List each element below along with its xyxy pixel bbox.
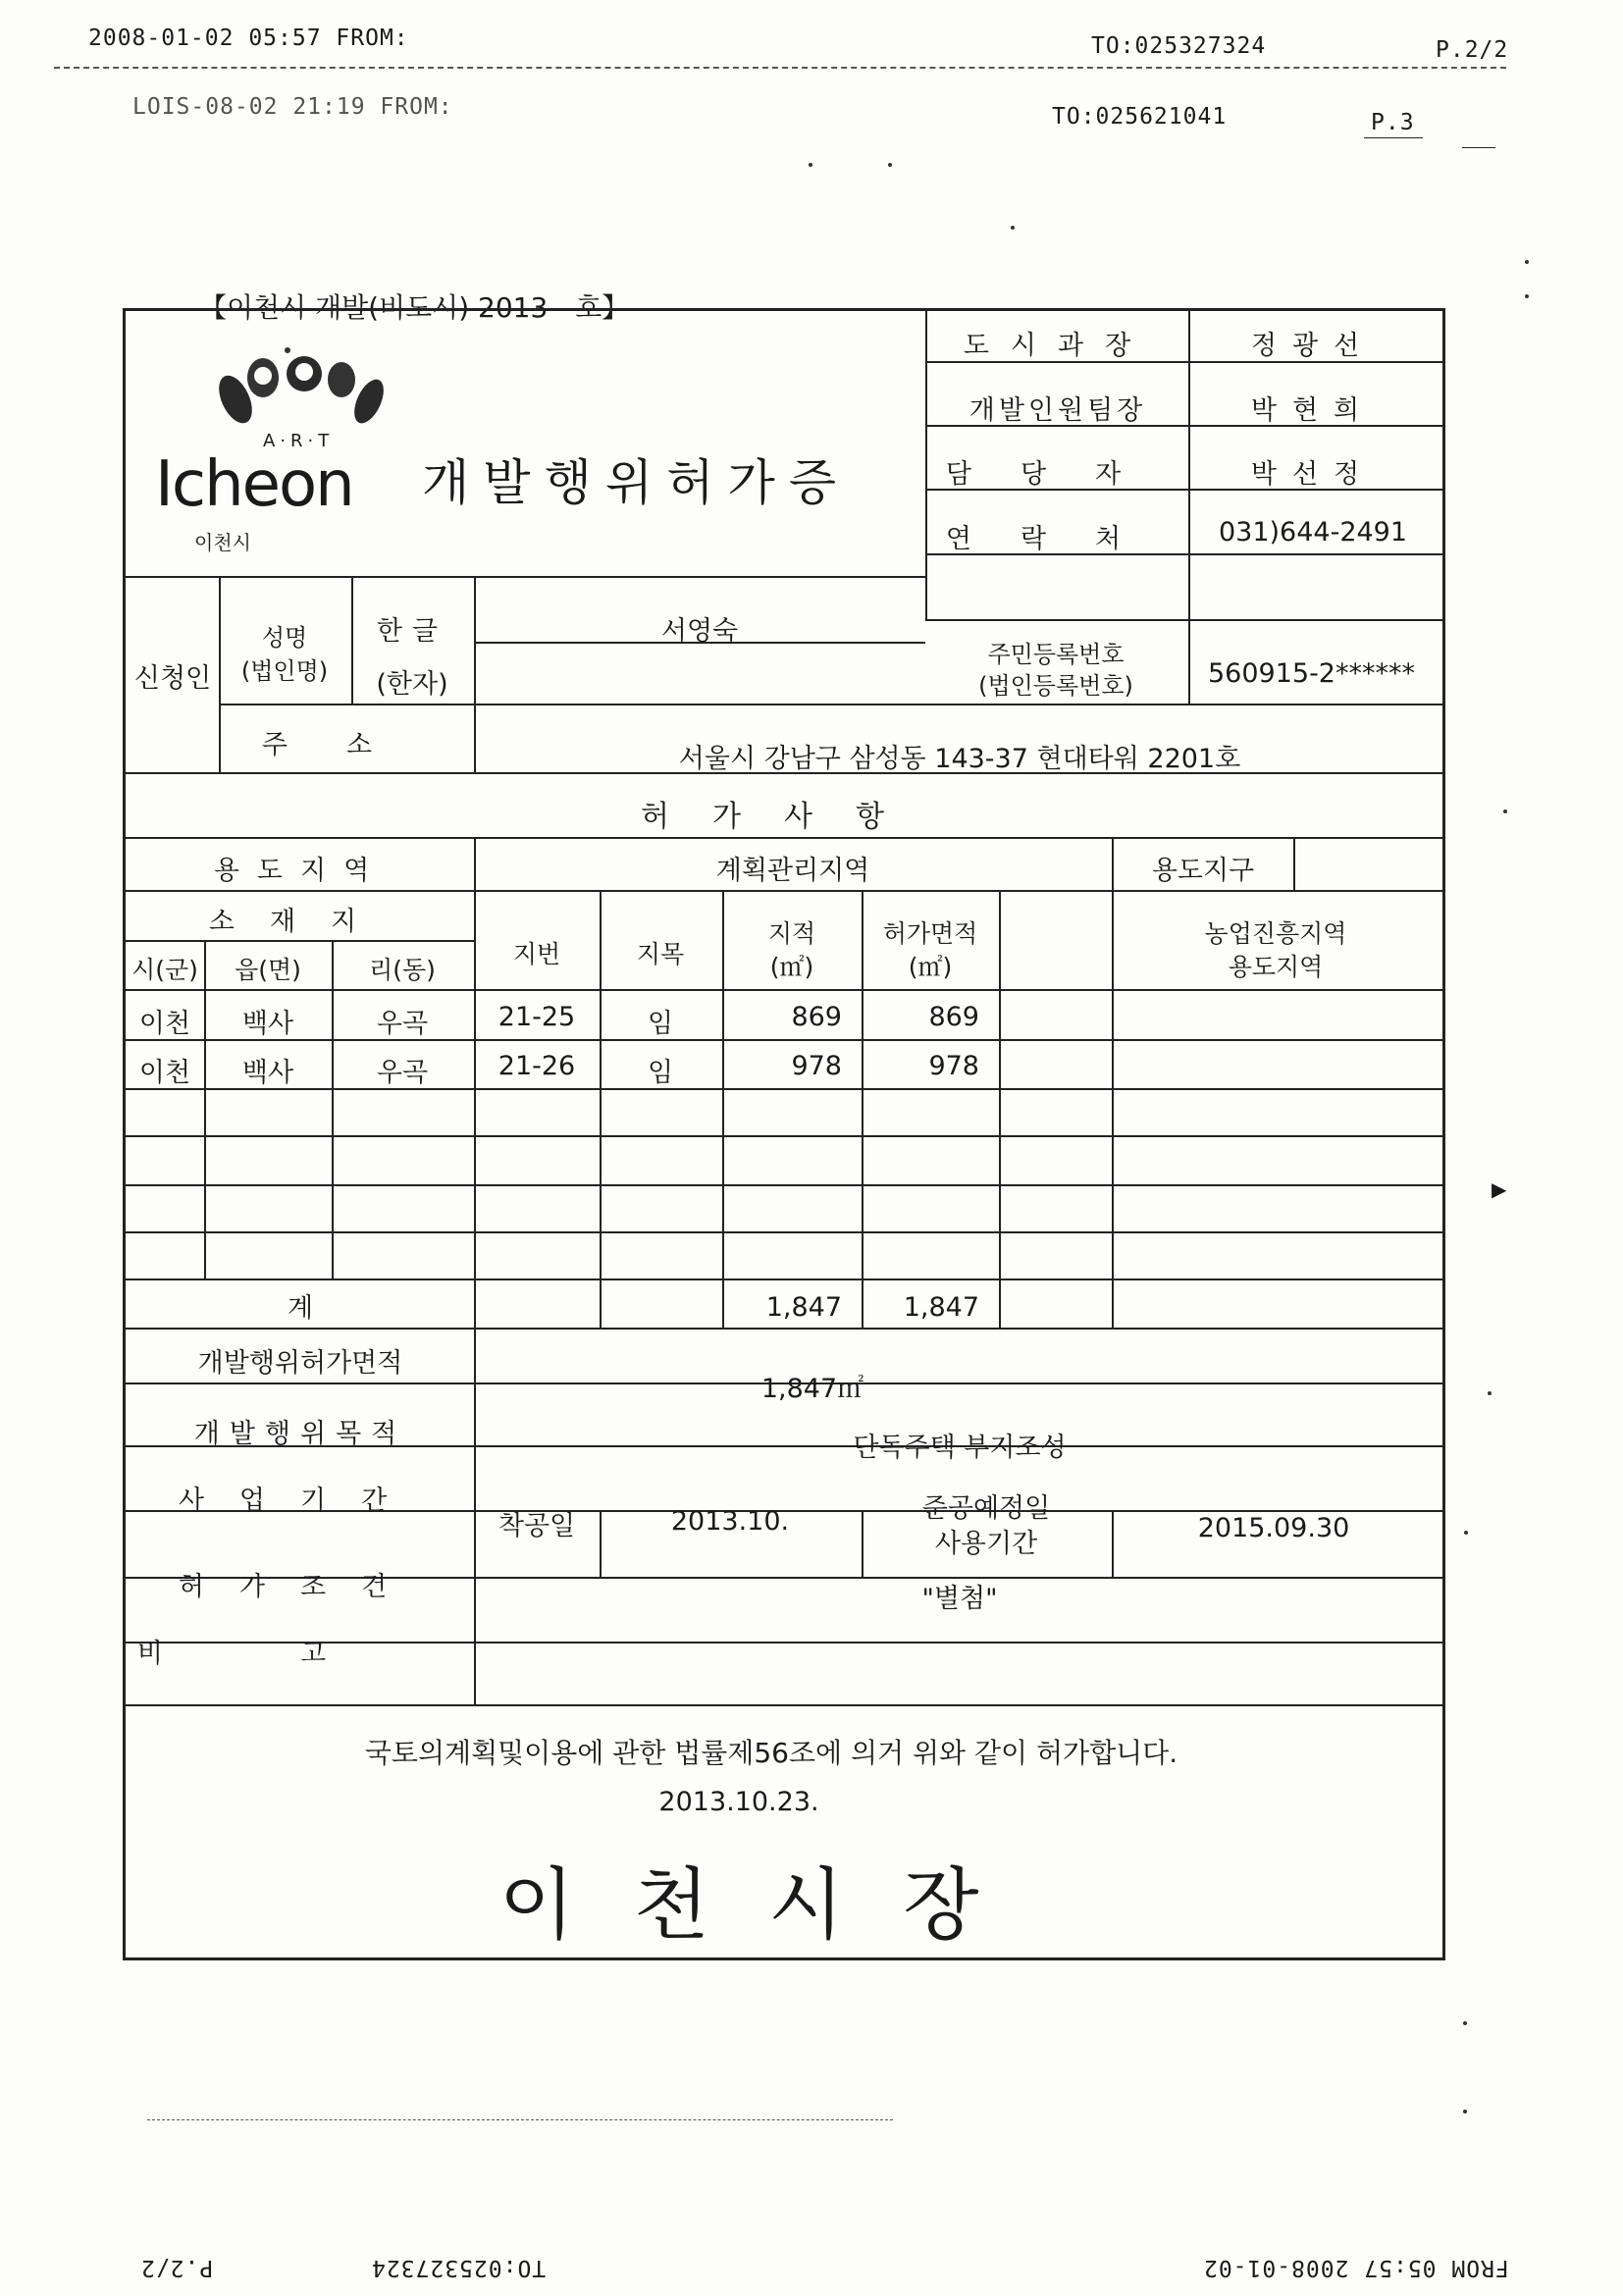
- total-permit-area: 1,847: [903, 1292, 979, 1323]
- table-row-1-jibun: 21-25: [497, 1002, 576, 1032]
- fax-header-2-page: P.3: [1371, 110, 1415, 135]
- use-zone-value: 계획관리지역: [715, 856, 870, 886]
- reg-no-value: 560915-2******: [1208, 658, 1415, 689]
- footer-mirror-right: FROM 05:57 2008-01-02: [1203, 2255, 1509, 2280]
- issue-date: 2013.10.23.: [658, 1787, 819, 1817]
- col-agri-zone: 농업진흥지역 용도지역: [1204, 919, 1347, 981]
- reg-no-label-1: 주민등록번호: [987, 641, 1125, 668]
- applicant-name: 서영숙: [660, 616, 739, 647]
- total-area: 1,847: [765, 1292, 842, 1323]
- logo-icheon-text: Icheon: [155, 448, 353, 521]
- conditions-value: "별첨": [921, 1584, 998, 1614]
- permit-area-value: 1,847㎡: [760, 1374, 864, 1404]
- fax-header-2-to: TO:025621041: [1052, 104, 1228, 130]
- page-title: 개발행위허가증: [422, 454, 851, 511]
- official-value-1: 정광선: [1250, 331, 1376, 361]
- name-korean-label: 한글: [376, 616, 448, 647]
- total-label: 계: [287, 1293, 314, 1324]
- start-value: 2013.10.: [670, 1506, 790, 1537]
- col-eup: 읍(면): [235, 956, 301, 984]
- col-jimok: 지목: [636, 940, 685, 968]
- issuer-signature: 이천시장: [498, 1859, 1038, 1951]
- table-row-2-si: 이천: [138, 1058, 191, 1088]
- table-row-2-ri: 우곡: [376, 1058, 429, 1088]
- official-label-4: 연락처: [945, 524, 1171, 554]
- end-label-1: 준공예정일: [921, 1493, 1051, 1524]
- applicant-label: 신청인: [133, 663, 212, 694]
- table-row-1-area: 869: [791, 1002, 842, 1032]
- permit-form-frame: [123, 308, 1445, 1960]
- table-row-1-jimok: 임: [647, 1009, 674, 1039]
- use-district-label: 용도지구: [1151, 856, 1255, 886]
- edge-arrow-icon: ▶: [1492, 1177, 1507, 1201]
- col-si: 시(군): [131, 956, 198, 984]
- end-label-2: 사용기간: [934, 1529, 1038, 1559]
- permit-section-title: 허가사항: [641, 800, 927, 834]
- address-label: 주소: [261, 730, 432, 760]
- col-ri: 리(동): [369, 956, 436, 984]
- logo-sub-text: 이천시: [194, 531, 251, 554]
- table-row-2-area: 978: [791, 1051, 842, 1081]
- conditions-label: 허가조건: [178, 1572, 423, 1602]
- start-label: 착공일: [497, 1511, 576, 1541]
- col-jibun: 지번: [512, 940, 561, 968]
- period-label: 사업기간: [178, 1486, 423, 1516]
- footer-mirror-left: P.2/2: [140, 2255, 214, 2280]
- table-row-2-jibun: 21-26: [497, 1051, 576, 1081]
- table-row-2-eup: 백사: [241, 1058, 294, 1088]
- table-row-1-si: 이천: [138, 1009, 191, 1039]
- table-row-2-jimok: 임: [647, 1058, 674, 1088]
- use-zone-label: 용도지역: [213, 856, 388, 886]
- applicant-name-label: 성명 (법인명): [240, 624, 329, 685]
- official-label-2: 개발인원팀장: [969, 395, 1147, 426]
- location-label: 소재지: [208, 907, 393, 937]
- purpose-value: 단독주택 부지조성: [853, 1433, 1067, 1463]
- table-row-1-eup: 백사: [241, 1009, 294, 1039]
- fax-header-2-left: LOIS-08-02 21:19 FROM:: [132, 94, 453, 120]
- name-hanja-label: (한자): [376, 669, 448, 700]
- col-area: 지적 (㎡): [767, 919, 816, 981]
- fax-header-page: P.2/2: [1436, 37, 1509, 63]
- purpose-label: 개발행위목적: [193, 1419, 407, 1449]
- permit-area-label: 개발행위허가면적: [197, 1348, 403, 1379]
- official-label-3: 담당자: [945, 459, 1171, 490]
- end-value: 2015.09.30: [1197, 1513, 1350, 1543]
- address-value: 서울시 강남구 삼성동 143-37 현대타워 2201호: [678, 744, 1241, 774]
- table-row-1-permit-area: 869: [928, 1002, 979, 1032]
- logo-art-text: A·R·T: [263, 431, 335, 451]
- logo-artwork-icon: [194, 340, 400, 429]
- official-label-1: 도시과장: [963, 331, 1153, 361]
- official-value-3: 박선정: [1250, 459, 1376, 490]
- table-row-2-permit-area: 978: [928, 1051, 979, 1081]
- official-value-4: 031)644-2491: [1218, 517, 1408, 548]
- fax-header-to: TO:025327324: [1091, 33, 1267, 59]
- fax-divider: [54, 67, 1506, 69]
- reg-no-label-2: (법인등록번호): [978, 672, 1133, 700]
- document-number: 【이천시 개발(비도시) 2013 - 호】: [199, 291, 630, 324]
- table-row-1-ri: 우곡: [376, 1009, 429, 1039]
- footer-mirror-middle: TO:025327324: [371, 2255, 547, 2280]
- col-permit-area: 허가면적 (㎡): [882, 919, 978, 981]
- permit-statement: 국토의계획및이용에 관한 법률제56조에 의거 위와 같이 허가합니다.: [364, 1737, 1178, 1769]
- remarks-label: 비고: [136, 1639, 464, 1669]
- official-value-2: 박현희: [1250, 395, 1376, 426]
- fax-header-left: 2008-01-02 05:57 FROM:: [88, 26, 409, 51]
